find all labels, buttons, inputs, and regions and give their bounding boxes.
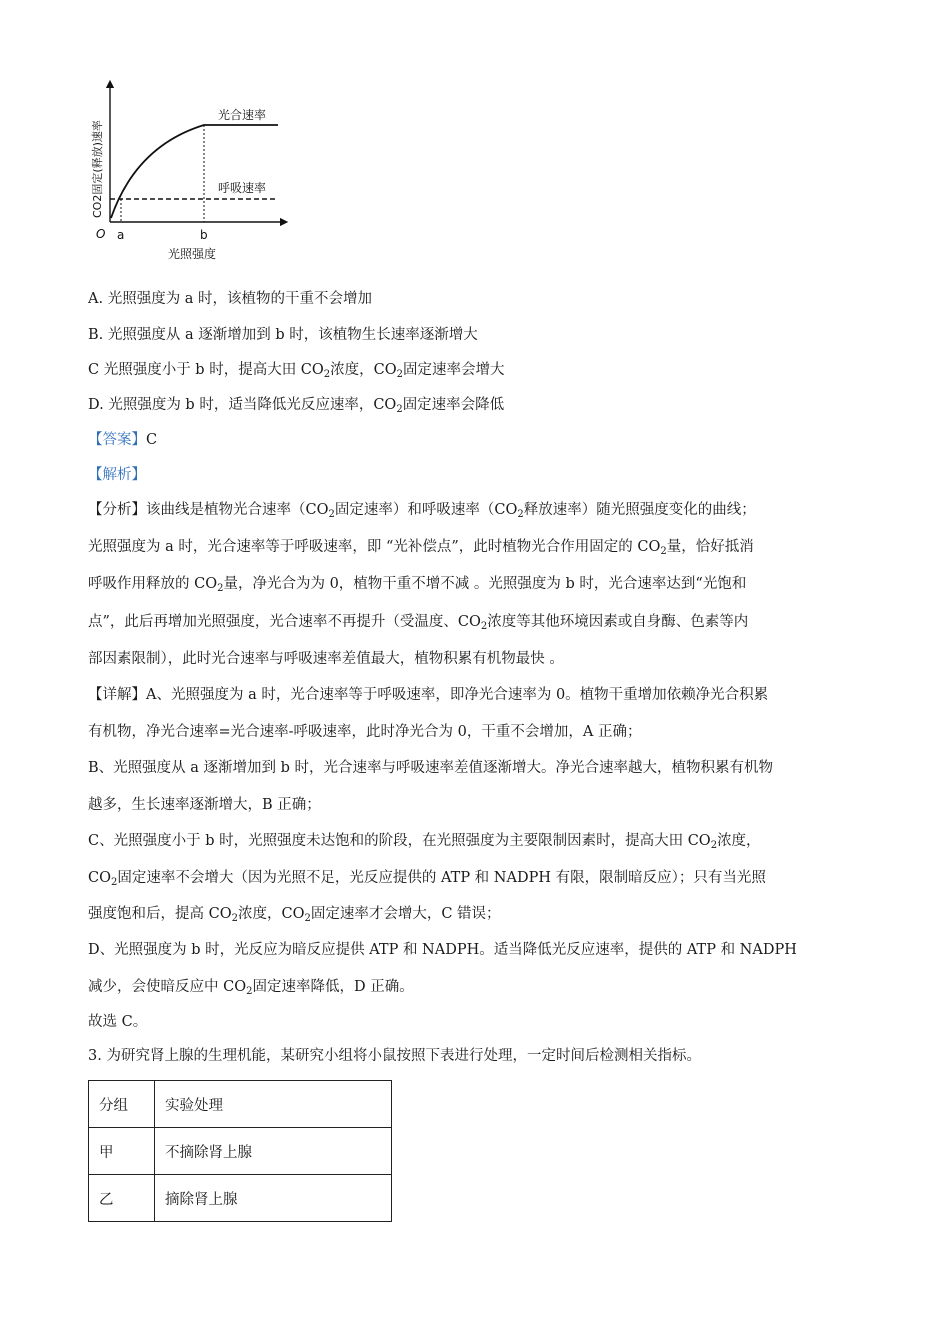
analysis-line-6: 【详解】A、光照强度为 a 时，光合速率等于呼吸速率，即净光合速率为 0。植物干重增加依赖净光合积累 xyxy=(88,687,769,703)
analysis-line-8: B、光照强度从 a 逐渐增加到 b 时，光合速率与呼吸速率差值逐渐增大。净光合速率越大，植物积累有机物 xyxy=(88,760,774,776)
tick-b: b xyxy=(200,228,208,242)
question-3-text: 3. 为研究肾上腺的生理机能，某研究小组将小鼠按照下表进行处理，一定时间后检测相关指标。 xyxy=(88,1048,701,1064)
table-cell: 不摘除肾上腺 xyxy=(155,1128,392,1175)
curve-label-respiration: 呼吸速率 xyxy=(218,181,267,195)
table-header-cell: 实验处理 xyxy=(155,1081,392,1128)
option-a: A. 光照强度为 a 时，该植物的干重不会增加 xyxy=(88,291,373,307)
tick-a: a xyxy=(117,228,125,242)
analysis-line-13: D、光照强度为 b 时，光反应为暗反应提供 ATP 和 NADPH。适当降低光反应速率，提供的 ATP 和 NADPH xyxy=(88,942,797,958)
answer-label: 【答案】 xyxy=(88,432,146,448)
table-row xyxy=(89,1175,392,1222)
analysis-label: 【解析】 xyxy=(88,467,146,483)
analysis-line-3: 呼吸作用释放的 $CO_2$量，净光合为为 0，植物干重不增不减 。光照强度为 b 时，光合速率达到“光饱和 xyxy=(88,576,747,594)
analysis-line-14: 减少，会使暗反应中 $CO_2$固定速率降低，D 正确。 xyxy=(88,979,414,997)
analysis-line-11: $CO_2$固定速率不会增大（因为光照不足，光反应提供的 ATP 和 NADPH 有限，限制暗反应）；只有当光照 xyxy=(88,870,766,888)
analysis-line-1: 【分析】该曲线是植物光合速率（$CO_2$固定速率）和呼吸速率（$CO_2$释放速率）随光照强度变化的曲线； xyxy=(88,502,756,520)
photosynthesis-curve xyxy=(111,125,278,218)
option-d: D. 光照强度为 b 时，适当降低光反应速率，$CO_2$固定速率会降低 xyxy=(88,397,505,415)
curve-label-photosynthesis: 光合速率 xyxy=(218,108,267,122)
table-header-row xyxy=(89,1081,392,1128)
x-axis-label: 光照强度 xyxy=(168,247,217,261)
analysis-line-4: 点”，此后再增加光照强度，光合速率不再提升（受温度、$CO_2$浓度等其他环境因素或自身酶、色素等内 xyxy=(88,614,749,632)
answer-value: C xyxy=(146,432,158,448)
analysis-line-9: 越多，生长速率逐渐增大，B 正确； xyxy=(88,797,321,813)
rate-light-figure xyxy=(88,80,288,270)
table-header-cell: 分组 xyxy=(89,1081,155,1128)
analysis-line-10: C、光照强度小于 b 时，光照强度未达饱和的阶段，在光照强度为主要限制因素时，提高大田 $CO_2$浓度， xyxy=(88,833,761,851)
answer-line xyxy=(88,430,868,450)
analysis-line-12: 强度饱和后，提高 $CO_2$浓度，$CO_2$固定速率才会增大，C 错误； xyxy=(88,906,501,924)
analysis-line-7: 有机物，净光合速率=光合速率-呼吸速率，此时净光合为 0，干重不会增加，A 正确； xyxy=(88,724,642,740)
table-cell: 乙 xyxy=(89,1175,155,1222)
y-axis-label: CO2固定(释放)速率 xyxy=(91,120,104,218)
origin-label: O xyxy=(96,227,106,241)
table-cell: 摘除肾上腺 xyxy=(155,1175,392,1222)
option-b: B. 光照强度从 a 逐渐增加到 b 时，该植物生长速率逐渐增大 xyxy=(88,327,478,343)
option-c: C 光照强度小于 b 时，提高大田 $CO_2$浓度，$CO_2$固定速率会增大 xyxy=(88,362,505,380)
treatment-table xyxy=(88,1080,392,1222)
analysis-line-15: 故选 C。 xyxy=(88,1014,148,1030)
analysis-line-5: 部因素限制），此时光合速率与呼吸速率差值最大，植物积累有机物最快 。 xyxy=(88,651,564,667)
rate-light-chart xyxy=(88,80,288,270)
analysis-line-2: 光照强度为 a 时，光合速率等于呼吸速率，即 “光补偿点”，此时植物光合作用固定的 $CO_2$量，恰好抵消 xyxy=(88,539,754,557)
table-row xyxy=(89,1128,392,1175)
table-cell: 甲 xyxy=(89,1128,155,1175)
